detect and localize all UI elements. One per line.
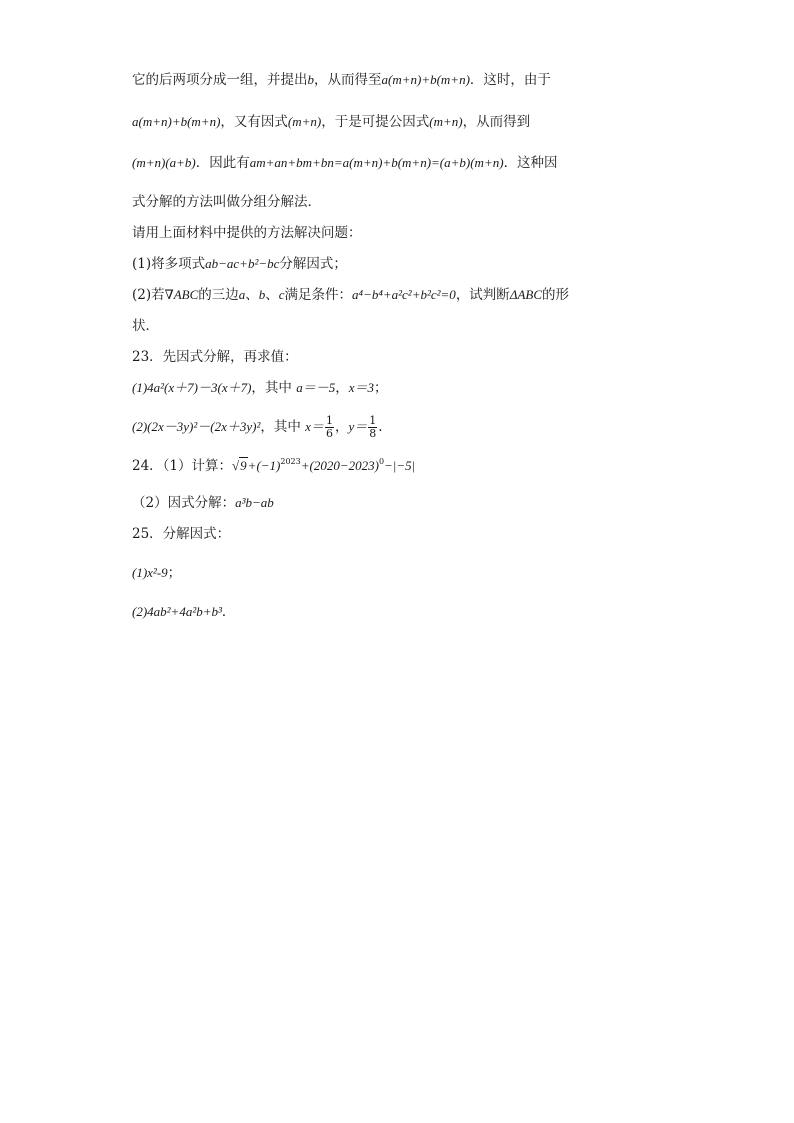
text-run: ．因此有 [195,155,250,171]
radicand: 9 [240,458,247,473]
math-expression: a³b−ab [235,495,274,510]
text-line-line-2 [132,112,530,132]
math-expression: b [307,72,314,87]
math-expression: +(−1) [247,458,281,473]
text-run: . [378,419,383,435]
text-run: 满足条件： [284,287,353,303]
text-run: 、 [265,287,279,303]
text-run: 25．分解因式： [132,526,231,542]
text-run: 状． [132,318,159,334]
math-expression: a⁴−b⁴+a²c²+b²c²=0 [352,287,456,302]
text-run: 的三边 [198,287,239,303]
text-run: ．这时，由于 [469,72,551,88]
math-expression: x＝ [305,419,324,434]
text-run: ．这种因 [503,155,558,171]
text-line-line-1 [132,70,551,90]
math-expression: a [238,287,246,302]
text-run: (1)将多项式 [132,256,206,272]
text-line-line-5 [132,223,362,243]
text-line-q23 [132,347,298,367]
math-expression: (2)(2x－3y)²－(2x＋3y)² [132,419,261,434]
text-line-q23-2 [132,415,383,440]
math-expression: am+an+bm+bn=a(m+n)+b(m+n)=(a+b)(m+n) [249,155,504,170]
math-expression: ∇ABC [164,287,199,302]
text-run: ， [334,419,349,435]
fraction-numerator: 1 [369,414,377,427]
math-expression: (2)4ab²+4a²b+b³ [132,604,222,619]
text-line-q22-2 [132,285,569,305]
math-expression: a(m+n)+b(m+n) [381,72,470,87]
text-run: 分解因式； [279,256,347,272]
text-line-q24-2 [132,493,274,513]
math-expression: x＝3 [348,380,375,395]
math-expression: −|−5| [384,458,416,473]
text-run: ； [167,565,182,581]
text-line-q23-1 [132,378,388,398]
math-expression: a(m+n)+b(m+n) [132,114,221,129]
math-expression: c [278,287,285,302]
text-run: 的形 [542,287,569,303]
text-run: ，从而得至 [314,72,382,88]
text-run: ，又有因式 [220,114,288,130]
text-run: ，于是可提公因式 [321,114,430,130]
text-line-q25-2 [132,602,235,622]
math-expression: y＝ [348,419,368,434]
text-run: 请用上面材料中提供的方法解决问题： [132,225,362,241]
exponent: 0 [378,457,385,466]
text-run: ，试判断 [455,287,510,303]
math-expression: ΔABC [509,287,542,302]
text-run: (2)若 [132,287,165,303]
fraction-y [368,415,377,440]
math-expression: b [258,287,266,302]
math-expression: ab−ac+b²−bc [205,256,280,271]
math-expression: (m+n) [287,114,322,129]
math-expression: (m+n) [429,114,463,129]
fraction-x [325,415,334,440]
text-run: 式分解的方法叫做分组分解法． [132,194,321,210]
text-line-line-3 [132,153,558,173]
text-run: ，其中 [251,380,297,396]
text-run: 24．（1）计算： [132,458,233,474]
text-run: ，从而得到 [462,114,531,130]
text-run: ， [335,380,349,396]
fraction-denominator: 6 [325,427,333,440]
fraction-denominator: 8 [369,427,377,440]
square-root: √9 [232,458,247,473]
math-expression: a＝－5 [296,380,336,395]
text-line-q22-1 [132,254,347,274]
text-line-q25 [132,524,230,544]
text-run: ． [221,604,236,620]
text-run: ； [374,380,388,396]
math-expression: (1)4a²(x＋7)－3(x＋7) [132,380,252,395]
math-expression: +(2020−2023) [300,458,379,473]
text-run: （2）因式分解： [132,495,236,511]
text-run: 它的后两项分成一组，并提出 [132,72,308,88]
text-run: 23．先因式分解，再求值： [132,349,298,365]
math-expression: (1)x²-9 [132,565,168,580]
text-run: ，其中 [260,419,306,435]
text-line-q25-1 [132,563,181,583]
text-line-q22-2b [132,316,159,336]
text-run: 、 [245,287,259,303]
math-expression: (m+n)(a+b) [132,155,196,170]
exponent: 2023 [280,457,301,466]
text-line-line-4 [132,192,321,212]
fraction-numerator: 1 [325,414,333,427]
text-line-q24-1 [132,456,415,476]
